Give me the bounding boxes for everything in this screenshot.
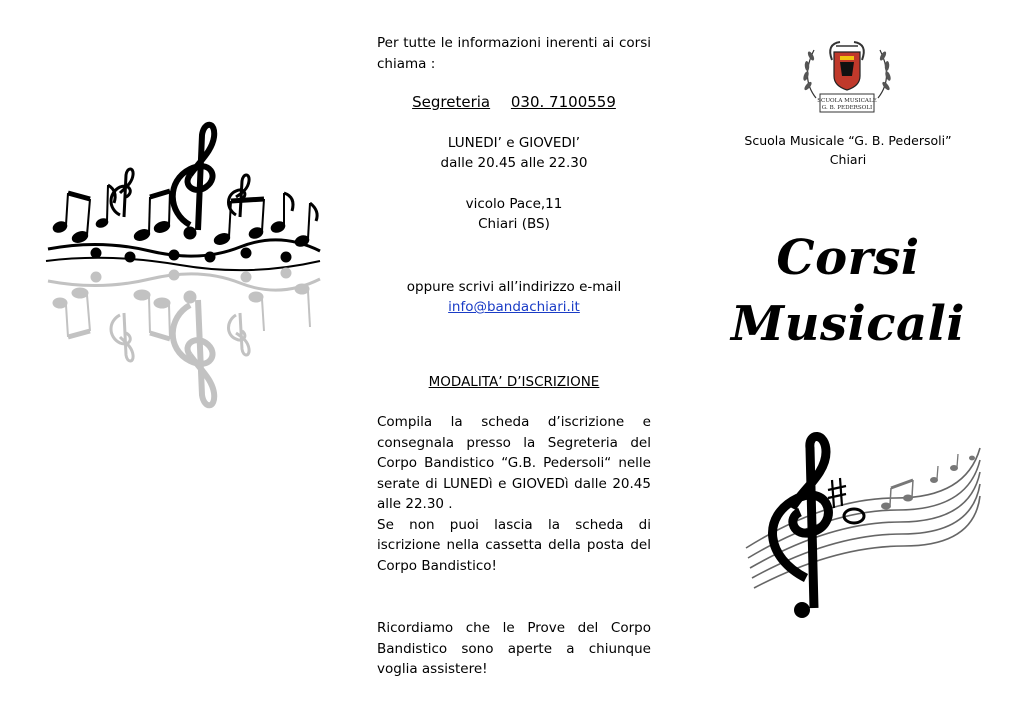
- info-column: [377, 33, 651, 680]
- title-line-2: Musicali: [730, 296, 966, 352]
- treble-clef-staff-illustration: [736, 428, 982, 624]
- email-link[interactable]: info@bandachiari.it: [448, 299, 580, 315]
- rehearsal-reminder: Ricordiamo che le Prove del Corpo Bandistico sono aperte a chiunque voglia assistere!: [377, 620, 651, 677]
- school-name: Scuola Musicale “G. B. Pedersoli”: [744, 133, 952, 148]
- email-prompt: oppure scrivi all’indirizzo e-mail: [406, 278, 622, 295]
- enrollment-paragraph-1: Compila la scheda d’iscrizione e consegnala presso la Segreteria del Corpo Bandistico “G.B. Pedersoli“ nelle serate di LUNEDì e GIOVEDì dalle 20.45 alle 22.30 .: [377, 414, 651, 512]
- title-line-1: Corsi: [776, 230, 920, 286]
- enrollment-heading: MODALITA’ D’ISCRIZIONE: [428, 373, 600, 390]
- logo-text-2: G. B. PEDERSOLI: [821, 105, 873, 111]
- logo-text-1: SCUOLA MUSICALE: [817, 98, 877, 104]
- office-label: Segreteria: [412, 93, 491, 111]
- address-street: vicolo Pace,11: [465, 195, 563, 212]
- office-phone[interactable]: 030. 7100559: [510, 93, 616, 111]
- office-phone-line: [377, 92, 651, 113]
- office-days: LUNEDI’ e GIOVEDI’: [447, 134, 581, 151]
- contact-intro: Per tutte le informazioni inerenti ai corsi chiama :: [377, 35, 651, 72]
- music-notes-illustration: [40, 115, 325, 415]
- office-hours: dalle 20.45 alle 22.30: [440, 155, 588, 171]
- brochure-title: [720, 225, 976, 357]
- school-logo: [796, 38, 898, 116]
- enrollment-paragraph-2: Se non puoi lascia la scheda di iscrizione nella cassetta della posta del Corpo Bandistico!: [377, 516, 651, 574]
- school-name-block: [730, 131, 966, 169]
- address-city: Chiari (BS): [478, 216, 550, 232]
- school-city: Chiari: [829, 152, 867, 167]
